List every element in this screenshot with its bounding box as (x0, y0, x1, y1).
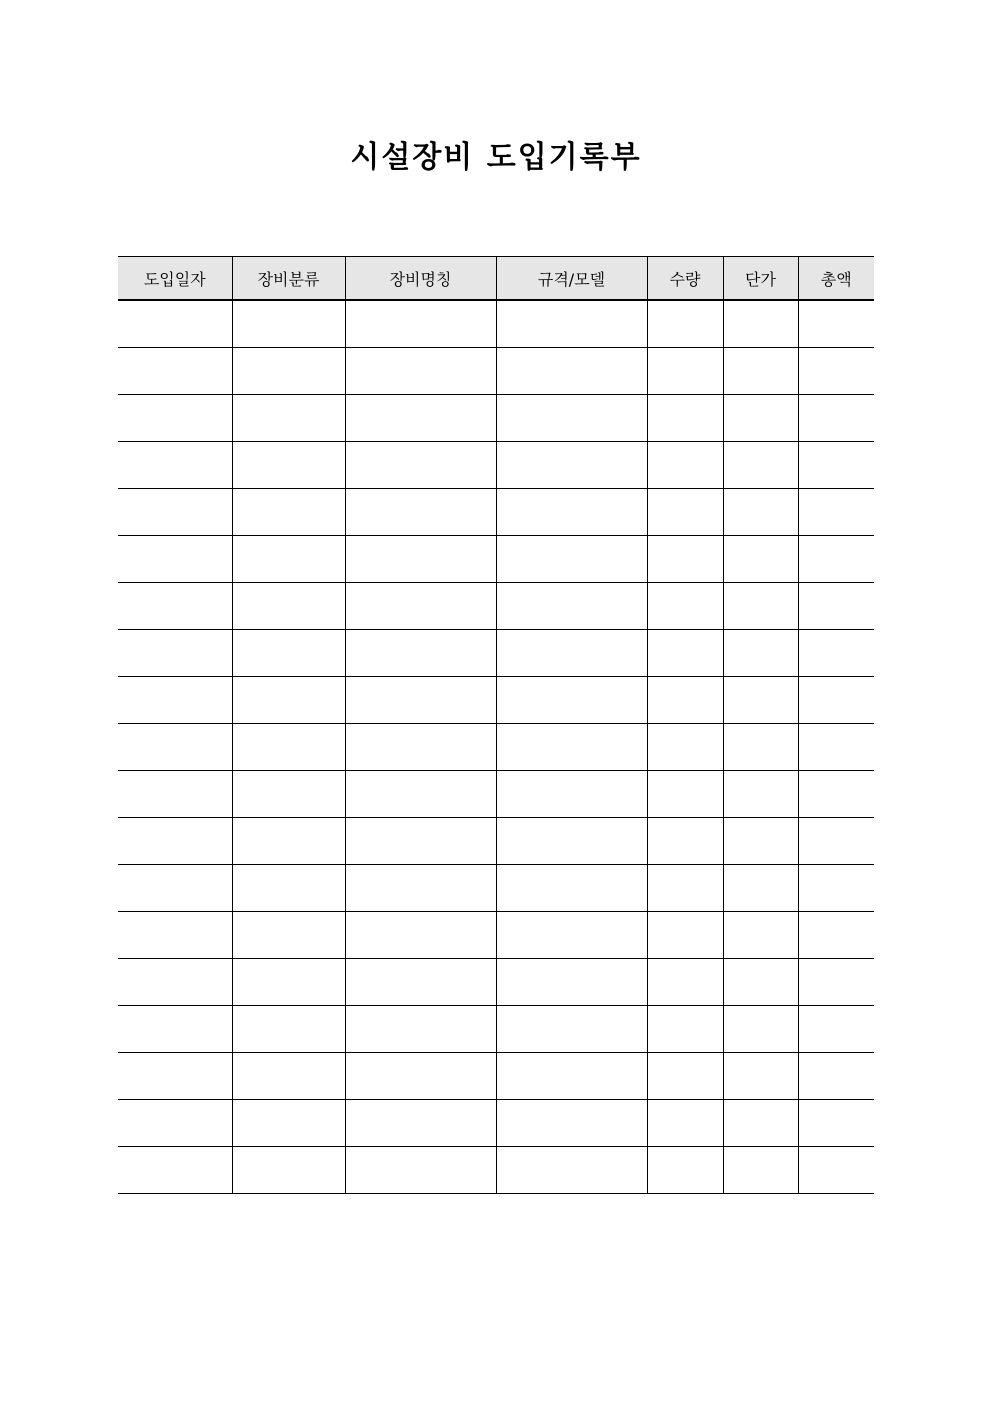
name-cell[interactable] (345, 959, 496, 1006)
spec-cell[interactable] (496, 348, 647, 395)
unit-price-cell[interactable] (723, 912, 798, 959)
unit-price-cell[interactable] (723, 442, 798, 489)
date-cell[interactable] (118, 1006, 232, 1053)
unit-price-cell[interactable] (723, 1100, 798, 1147)
table-row (118, 536, 874, 583)
date-cell[interactable] (118, 442, 232, 489)
category-cell[interactable] (232, 348, 345, 395)
quantity-cell[interactable] (647, 724, 723, 771)
spec-cell[interactable] (496, 771, 647, 818)
date-cell[interactable] (118, 536, 232, 583)
spec-cell[interactable] (496, 630, 647, 677)
unit-price-cell[interactable] (723, 489, 798, 536)
spec-cell[interactable] (496, 865, 647, 912)
quantity-cell[interactable] (647, 677, 723, 724)
total-cell[interactable] (798, 771, 874, 818)
table-row (118, 1147, 874, 1194)
unit-price-cell[interactable] (723, 865, 798, 912)
total-cell[interactable] (798, 1100, 874, 1147)
category-cell[interactable] (232, 583, 345, 630)
category-cell[interactable] (232, 630, 345, 677)
total-cell[interactable] (798, 348, 874, 395)
unit-price-cell[interactable] (723, 395, 798, 442)
category-cell[interactable] (232, 818, 345, 865)
table-row (118, 959, 874, 1006)
spec-cell[interactable] (496, 677, 647, 724)
date-cell[interactable] (118, 959, 232, 1006)
name-cell[interactable] (345, 1006, 496, 1053)
table-row (118, 771, 874, 818)
header-row (118, 257, 874, 301)
quantity-cell[interactable] (647, 489, 723, 536)
unit-price-cell[interactable] (723, 959, 798, 1006)
unit-price-cell[interactable] (723, 348, 798, 395)
category-cell[interactable] (232, 677, 345, 724)
total-cell[interactable] (798, 300, 874, 348)
quantity-cell[interactable] (647, 818, 723, 865)
date-cell[interactable] (118, 489, 232, 536)
name-cell[interactable] (345, 536, 496, 583)
quantity-cell[interactable] (647, 395, 723, 442)
quantity-cell[interactable] (647, 630, 723, 677)
name-cell[interactable] (345, 1147, 496, 1194)
name-cell[interactable] (345, 348, 496, 395)
spec-cell[interactable] (496, 1100, 647, 1147)
table-row (118, 818, 874, 865)
unit-price-cell[interactable] (723, 771, 798, 818)
date-cell[interactable] (118, 630, 232, 677)
table-row (118, 1053, 874, 1100)
name-cell[interactable] (345, 865, 496, 912)
quantity-cell[interactable] (647, 1147, 723, 1194)
quantity-cell[interactable] (647, 583, 723, 630)
quantity-cell[interactable] (647, 442, 723, 489)
category-cell[interactable] (232, 912, 345, 959)
col-header-date: 도입일자 (118, 257, 232, 301)
total-cell[interactable] (798, 1053, 874, 1100)
spec-cell[interactable] (496, 300, 647, 348)
quantity-cell[interactable] (647, 865, 723, 912)
col-header-category: 장비분류 (232, 257, 345, 301)
category-cell[interactable] (232, 1147, 345, 1194)
name-cell[interactable] (345, 630, 496, 677)
spec-cell[interactable] (496, 583, 647, 630)
col-header-name: 장비명칭 (345, 257, 496, 301)
table-row (118, 865, 874, 912)
quantity-cell[interactable] (647, 1053, 723, 1100)
date-cell[interactable] (118, 724, 232, 771)
quantity-cell[interactable] (647, 1006, 723, 1053)
name-cell[interactable] (345, 300, 496, 348)
quantity-cell[interactable] (647, 1100, 723, 1147)
total-cell[interactable] (798, 959, 874, 1006)
date-cell[interactable] (118, 583, 232, 630)
category-cell[interactable] (232, 395, 345, 442)
table-row (118, 1100, 874, 1147)
spec-cell[interactable] (496, 959, 647, 1006)
table-row (118, 724, 874, 771)
category-cell[interactable] (232, 442, 345, 489)
date-cell[interactable] (118, 1100, 232, 1147)
spec-cell[interactable] (496, 395, 647, 442)
total-cell[interactable] (798, 489, 874, 536)
quantity-cell[interactable] (647, 771, 723, 818)
category-cell[interactable] (232, 724, 345, 771)
spec-cell[interactable] (496, 489, 647, 536)
category-cell[interactable] (232, 771, 345, 818)
spec-cell[interactable] (496, 1006, 647, 1053)
spec-cell[interactable] (496, 1147, 647, 1194)
table-row (118, 1006, 874, 1053)
col-header-quantity: 수량 (647, 257, 723, 301)
name-cell[interactable] (345, 1053, 496, 1100)
document-title: 시설장비 도입기록부 (350, 140, 642, 175)
quantity-cell[interactable] (647, 912, 723, 959)
unit-price-cell[interactable] (723, 630, 798, 677)
table-row (118, 677, 874, 724)
date-cell[interactable] (118, 912, 232, 959)
col-header-total: 총액 (798, 257, 874, 301)
total-cell[interactable] (798, 865, 874, 912)
total-cell[interactable] (798, 724, 874, 771)
category-cell[interactable] (232, 1100, 345, 1147)
date-cell[interactable] (118, 395, 232, 442)
total-cell[interactable] (798, 536, 874, 583)
category-cell[interactable] (232, 865, 345, 912)
name-cell[interactable] (345, 912, 496, 959)
unit-price-cell[interactable] (723, 724, 798, 771)
col-header-unit-price: 단가 (723, 257, 798, 301)
name-cell[interactable] (345, 1100, 496, 1147)
name-cell[interactable] (345, 395, 496, 442)
quantity-cell[interactable] (647, 300, 723, 348)
date-cell[interactable] (118, 1147, 232, 1194)
table-row (118, 348, 874, 395)
total-cell[interactable] (798, 583, 874, 630)
total-cell[interactable] (798, 1006, 874, 1053)
category-cell[interactable] (232, 536, 345, 583)
category-cell[interactable] (232, 1053, 345, 1100)
table-row (118, 583, 874, 630)
spec-cell[interactable] (496, 912, 647, 959)
spec-cell[interactable] (496, 442, 647, 489)
unit-price-cell[interactable] (723, 300, 798, 348)
table-row (118, 630, 874, 677)
ledger-body (118, 300, 874, 1194)
name-cell[interactable] (345, 489, 496, 536)
date-cell[interactable] (118, 348, 232, 395)
unit-price-cell[interactable] (723, 1006, 798, 1053)
total-cell[interactable] (798, 818, 874, 865)
table-row (118, 395, 874, 442)
unit-price-cell[interactable] (723, 583, 798, 630)
table-row (118, 442, 874, 489)
total-cell[interactable] (798, 630, 874, 677)
date-cell[interactable] (118, 300, 232, 348)
total-cell[interactable] (798, 912, 874, 959)
date-cell[interactable] (118, 677, 232, 724)
unit-price-cell[interactable] (723, 818, 798, 865)
name-cell[interactable] (345, 724, 496, 771)
date-cell[interactable] (118, 818, 232, 865)
unit-price-cell[interactable] (723, 1053, 798, 1100)
spec-cell[interactable] (496, 536, 647, 583)
quantity-cell[interactable] (647, 536, 723, 583)
spec-cell[interactable] (496, 724, 647, 771)
equipment-ledger-table (118, 256, 874, 1194)
quantity-cell[interactable] (647, 348, 723, 395)
total-cell[interactable] (798, 1147, 874, 1194)
name-cell[interactable] (345, 818, 496, 865)
table-row (118, 912, 874, 959)
table-row (118, 300, 874, 348)
total-cell[interactable] (798, 677, 874, 724)
date-cell[interactable] (118, 865, 232, 912)
unit-price-cell[interactable] (723, 536, 798, 583)
category-cell[interactable] (232, 300, 345, 348)
col-header-spec: 규격/모델 (496, 257, 647, 301)
name-cell[interactable] (345, 771, 496, 818)
name-cell[interactable] (345, 677, 496, 724)
quantity-cell[interactable] (647, 959, 723, 1006)
total-cell[interactable] (798, 395, 874, 442)
category-cell[interactable] (232, 959, 345, 1006)
name-cell[interactable] (345, 442, 496, 489)
date-cell[interactable] (118, 1053, 232, 1100)
unit-price-cell[interactable] (723, 677, 798, 724)
total-cell[interactable] (798, 442, 874, 489)
table-row (118, 489, 874, 536)
name-cell[interactable] (345, 583, 496, 630)
date-cell[interactable] (118, 771, 232, 818)
unit-price-cell[interactable] (723, 1147, 798, 1194)
spec-cell[interactable] (496, 818, 647, 865)
spec-cell[interactable] (496, 1053, 647, 1100)
category-cell[interactable] (232, 489, 345, 536)
category-cell[interactable] (232, 1006, 345, 1053)
